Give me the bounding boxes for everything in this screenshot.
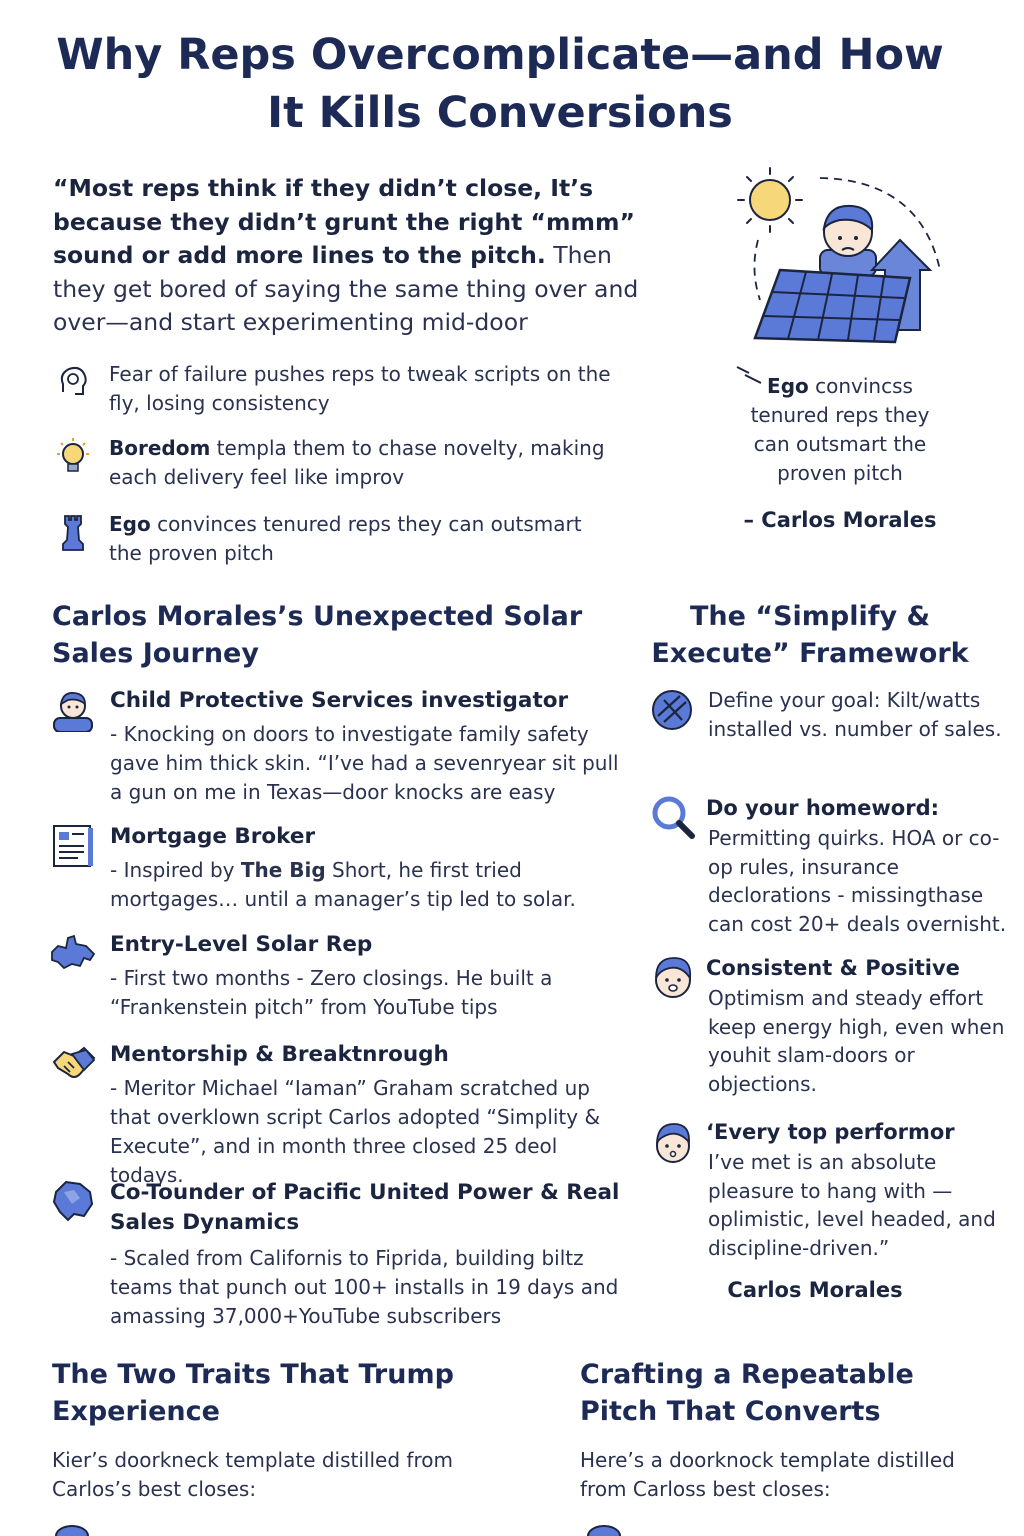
title-line-2: It Kills Conversions xyxy=(267,88,733,138)
sun-icon xyxy=(738,168,802,232)
lightbulb-icon xyxy=(53,436,93,476)
traits-partial-icon xyxy=(52,1522,92,1536)
journey-heading: Carlos Morales’s Unexpected Solar Sales Journey xyxy=(52,601,583,669)
journey-item-title: Child Protective Services investigator xyxy=(110,688,569,713)
magnifier-icon xyxy=(650,794,696,840)
journey-item-title: Mortgage Broker xyxy=(110,824,316,849)
framework-item-title: Do your homeword: xyxy=(706,796,940,820)
intro-quote xyxy=(53,172,663,340)
smiling-face-icon xyxy=(650,954,696,1000)
traits-heading: The Two Traits That Trump Experience xyxy=(52,1359,454,1427)
crafting-partial-icon xyxy=(584,1522,624,1536)
journey-item-desc: - Knocking on doors to investigate family safety gave him thick skin. “I’ve had a sevenryear sit pull a gun on me in Texas—door knocks are easy xyxy=(110,722,619,804)
journey-item-desc: - Meritor Michael “Iaman” Graham scratched up that overklown script Carlos adopted “Simplity & Execute”, and in month three closed 25 deol todays. xyxy=(110,1076,601,1187)
framework-item-desc: Define your goal: Kilt/watts installed vs. number of sales. xyxy=(708,688,1002,741)
journey-item-title: Mentorship & Breaktnrough xyxy=(110,1042,449,1067)
framework-quote-author: Carlos Morales xyxy=(727,1278,903,1302)
head-icon xyxy=(53,362,93,402)
side-quote-bold: Ego xyxy=(767,374,809,398)
map-icon xyxy=(50,930,96,976)
side-quote-author: – Carlos Morales xyxy=(743,508,937,532)
framework-item-desc: Optimism and steady effort keep energy high, even when youhit slam-doors or objections. xyxy=(708,986,1005,1096)
globe-icon xyxy=(50,1178,96,1224)
chess-rook-icon xyxy=(53,512,93,552)
performer-face-icon xyxy=(650,1118,696,1164)
framework-heading: The “Simplify & Execute” Framework xyxy=(651,601,969,669)
handshake-icon xyxy=(50,1040,96,1086)
solar-panel-icon xyxy=(755,270,910,342)
intro-quote-rest: Then they get bored of saying the same thing over and over—and start experimenting mid-door xyxy=(53,241,639,336)
framework-item-title: ‘Every top performor xyxy=(706,1120,955,1144)
journey-item-title: Co-Tounder of Pacific United Power & Real Sales Dynamics xyxy=(110,1180,620,1235)
side-quote-text: convincss tenured reps they can outsmart the proven pitch xyxy=(750,374,930,485)
journey-item-desc: - First two months - Zero closings. He built a “Frankenstein pitch” from YouTube tips xyxy=(110,966,553,1019)
journey-item-title: Entry-Level Solar Rep xyxy=(110,932,373,957)
intro-quote-bold: “Most reps think if they didn’t close, It’s because they didn’t grunt the right “mmm” sound or add more lines to the pitch. xyxy=(53,174,635,269)
title-line-1: Why Reps Overcomplicate—and How xyxy=(56,30,944,80)
solar-worker-illustration xyxy=(720,160,960,360)
investigator-icon xyxy=(50,686,96,732)
crafting-text: Here’s a doorknock template distilled from Carloss best closes: xyxy=(580,1448,955,1501)
bullet-fear-text: Fear of failure pushes reps to tweak scripts on the fly, losing consistency xyxy=(109,362,611,415)
journey-item-desc: - Scaled from Californis to Fiprida, building biltz teams that punch out 100+ installs in 19 days and amassing 37,000+YouTube subscribers xyxy=(110,1246,619,1328)
page-title xyxy=(0,26,1000,142)
target-icon xyxy=(650,686,696,732)
framework-item-title: Consistent & Positive xyxy=(706,956,960,980)
crafting-heading: Crafting a Repeatable Pitch That Converts xyxy=(580,1359,914,1427)
framework-item-desc: I’ve met is an absolute pleasure to hang with — oplimistic, level headed, and discipline-driven.” xyxy=(708,1150,996,1260)
worker-icon xyxy=(820,206,876,276)
journey-item-desc: - Inspired by The Big Short, he first tried mortgages… until a manager’s tip led to solar. xyxy=(110,858,576,911)
bullet-ego-text: convinces tenured reps they can outsmart the proven pitch xyxy=(109,512,582,565)
framework-item-desc: Permitting quirks. HOA or co-op rules, insurance declorations - missingthase can cost 20+ deals overnisht. xyxy=(708,826,1007,936)
bullet-boredom-bold: Boredom xyxy=(109,436,211,460)
side-quote xyxy=(730,372,950,488)
bullet-boredom-text: templa them to chase novelty, making each delivery feel like improv xyxy=(109,436,605,489)
traits-text: Kier’s doorkneck template distilled from Carlos’s best closes: xyxy=(52,1448,453,1501)
document-icon xyxy=(50,822,96,868)
bullet-ego-bold: Ego xyxy=(109,512,151,536)
